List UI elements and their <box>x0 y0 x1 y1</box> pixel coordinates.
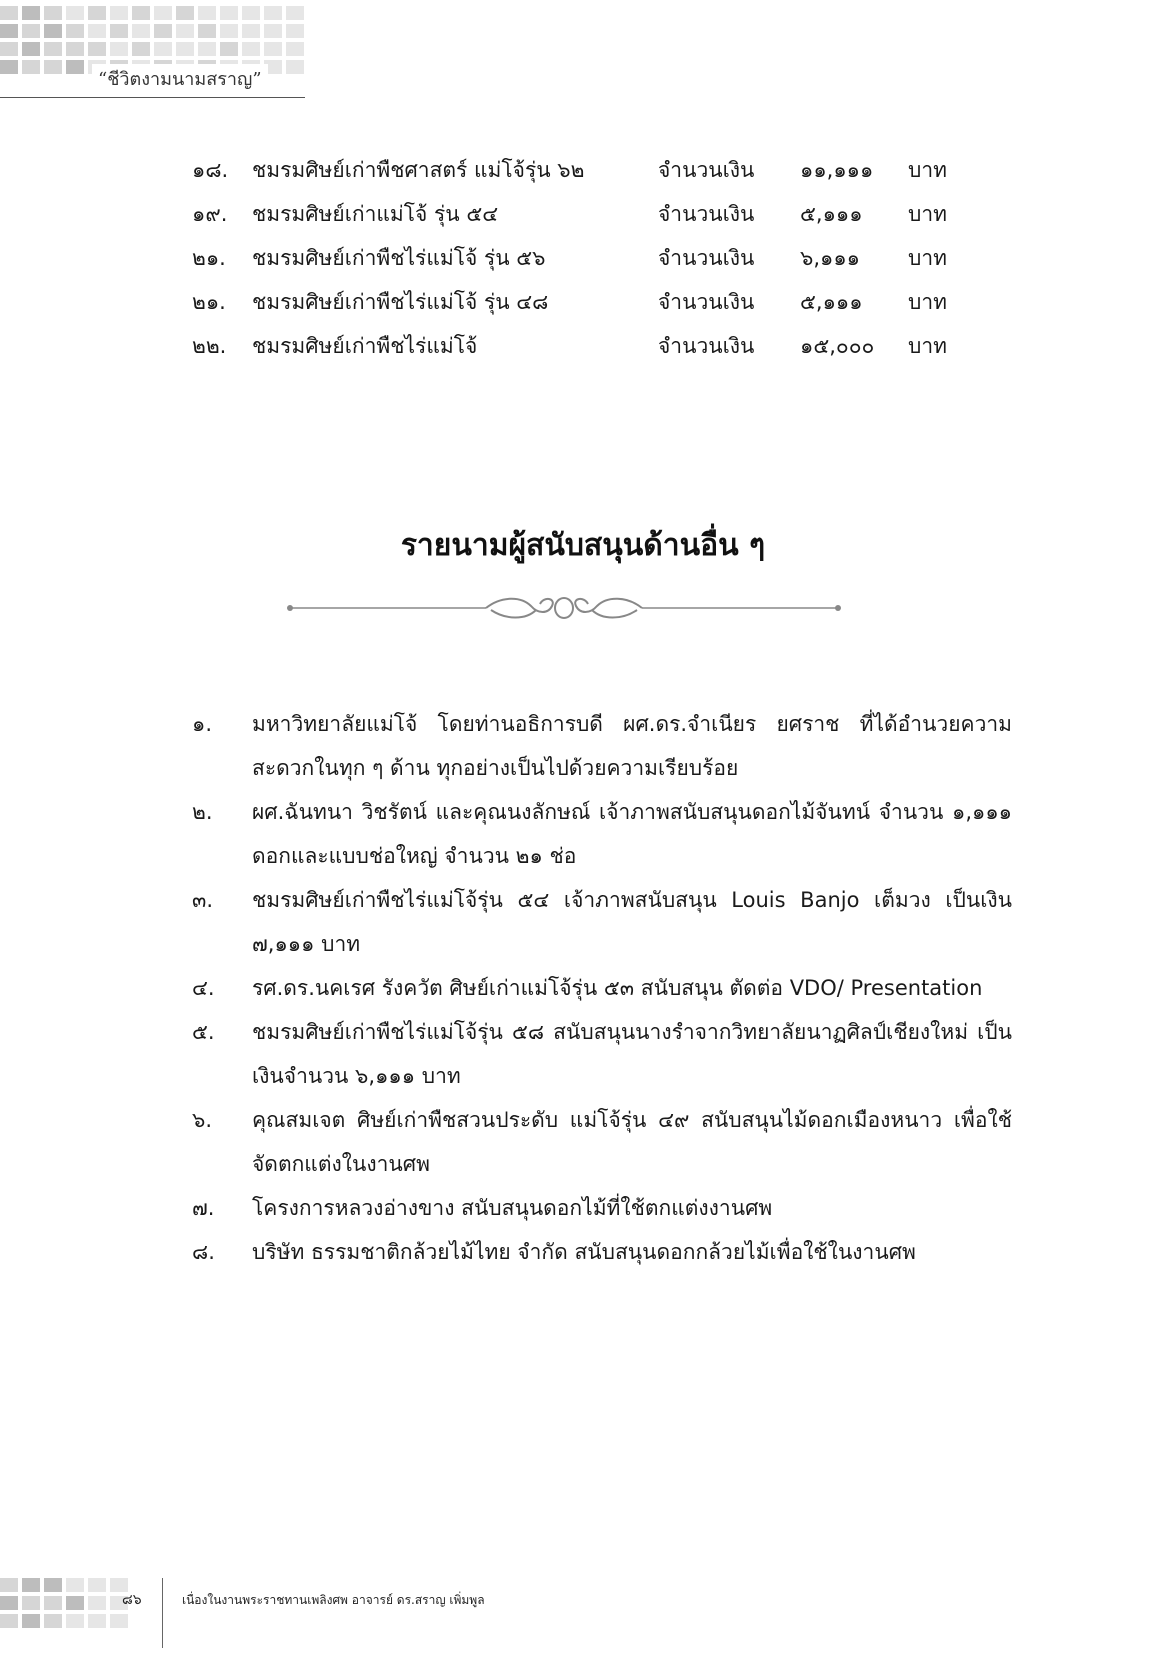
donation-amount-label: จำนวนเงิน <box>658 158 755 182</box>
donation-name: ชมรมศิษย์เก่าพืชไร่แม่โจ้ รุ่น ๕๖ <box>252 246 546 270</box>
supporter-list <box>192 702 1012 1274</box>
donation-amount-label: จำนวนเงิน <box>658 202 755 226</box>
donation-amount: ๕,๑๑๑ <box>800 290 863 314</box>
footer-divider <box>162 1578 163 1648</box>
list-item <box>192 1230 1012 1274</box>
donation-amount: ๑๑,๑๑๑ <box>800 158 874 182</box>
donation-unit: บาท <box>908 202 947 226</box>
donation-name: ชมรมศิษย์เก่าแม่โจ้ รุ่น ๕๔ <box>252 202 499 226</box>
donation-unit: บาท <box>908 246 947 270</box>
donation-amount: ๑๕,๐๐๐ <box>800 334 875 358</box>
list-item-number: ๔. <box>192 976 215 1000</box>
header-rule <box>0 97 305 98</box>
list-item-text: มหาวิทยาลัยแม่โจ้ โดยท่านอธิการบดี ผศ.ดร.จำเนียร ยศราช ที่ได้อำนวยความสะดวกในทุก ๆ ด้าน ทุกอย่างเป็นไปด้วยความเรียบร้อย <box>252 712 1012 780</box>
footer-decoration <box>0 1578 128 1628</box>
list-item <box>192 702 1012 790</box>
donation-amount: ๕,๑๑๑ <box>800 202 863 226</box>
list-item <box>192 790 1012 878</box>
donation-amount-label: จำนวนเงิน <box>658 334 755 358</box>
donation-unit: บาท <box>908 158 947 182</box>
list-item <box>192 966 1012 1010</box>
list-item <box>192 1098 1012 1186</box>
donation-name: ชมรมศิษย์เก่าพืชศาสตร์ แม่โจ้รุ่น ๖๒ <box>252 158 585 182</box>
donation-amount-label: จำนวนเงิน <box>658 246 755 270</box>
list-item-number: ๖. <box>192 1108 213 1132</box>
list-item-number: ๒. <box>192 800 213 824</box>
list-item-text: ผศ.ฉันทนา วิชรัตน์ และคุณนงลักษณ์ เจ้าภาพสนับสนุนดอกไม้จันทน์ จำนวน ๑,๑๑๑ ดอกและแบบช่อใหญ่ จำนวน ๒๑ ช่อ <box>252 800 1012 868</box>
list-item <box>192 1010 1012 1098</box>
list-item-text: ชมรมศิษย์เก่าพืชไร่แม่โจ้รุ่น ๕๘ สนับสนุนนางรำจากวิทยาลัยนาฏศิลป์เชียงใหม่ เป็นเงินจำนวน ๖,๑๑๑ บาท <box>252 1020 1012 1088</box>
list-item <box>192 1186 1012 1230</box>
donation-number: ๒๑. <box>192 246 226 270</box>
donation-row <box>192 286 972 330</box>
donation-name: ชมรมศิษย์เก่าพืชไร่แม่โจ้ <box>252 334 478 358</box>
donation-row <box>192 330 972 374</box>
ornament-divider-icon <box>286 594 842 622</box>
donation-number: ๒๑. <box>192 290 226 314</box>
list-item-number: ๑. <box>192 712 213 736</box>
list-item-text: โครงการหลวงอ่างขาง สนับสนุนดอกไม้ที่ใช้ตกแต่งงานศพ <box>252 1196 773 1220</box>
donation-unit: บาท <box>908 334 947 358</box>
list-item-text: บริษัท ธรรมชาติกล้วยไม้ไทย จำกัด สนับสนุนดอกกล้วยไม้เพื่อใช้ในงานศพ <box>252 1240 916 1264</box>
list-item-number: ๘. <box>192 1240 215 1264</box>
donation-row <box>192 242 972 286</box>
donation-row <box>192 154 972 198</box>
donation-row <box>192 198 972 242</box>
list-item-text: รศ.ดร.นคเรศ รังควัต ศิษย์เก่าแม่โจ้รุ่น ๕๓ สนับสนุน ตัดต่อ VDO/ Presentation <box>252 976 983 1000</box>
section-title: รายนามผู้สนับสนุนด้านอื่น ๆ <box>400 528 766 563</box>
list-item-number: ๗. <box>192 1196 215 1220</box>
list-item-number: ๓. <box>192 888 214 912</box>
donation-amount-label: จำนวนเงิน <box>658 290 755 314</box>
donation-number: ๒๒. <box>192 334 227 358</box>
list-item-number: ๕. <box>192 1020 215 1044</box>
list-item-text: ชมรมศิษย์เก่าพืชไร่แม่โจ้รุ่น ๕๔ เจ้าภาพสนับสนุน Louis Banjo เต็มวง เป็นเงิน ๗,๑๑๑ บาท <box>252 888 1012 956</box>
donation-number: ๑๘. <box>192 158 229 182</box>
list-item-text: คุณสมเจต ศิษย์เก่าพืชสวนประดับ แม่โจ้รุ่น ๔๙ สนับสนุนไม้ดอกเมืองหนาว เพื่อใช้จัดตกแต่งในงานศพ <box>252 1108 1012 1176</box>
donation-amount: ๖,๑๑๑ <box>800 246 860 270</box>
donation-name: ชมรมศิษย์เก่าพืชไร่แม่โจ้ รุ่น ๔๘ <box>252 290 549 314</box>
footer-text: เนื่องในงานพระราชทานเพลิงศพ อาจารย์ ดร.สราญ เพิ่มพูล <box>182 1593 485 1607</box>
donation-unit: บาท <box>908 290 947 314</box>
page-number: ๘๖ <box>122 1592 142 1608</box>
header-title: “ชีวิตงามนามสราญ” <box>92 64 268 93</box>
donation-table <box>192 154 972 374</box>
list-item <box>192 878 1012 966</box>
donation-number: ๑๙. <box>192 202 228 226</box>
